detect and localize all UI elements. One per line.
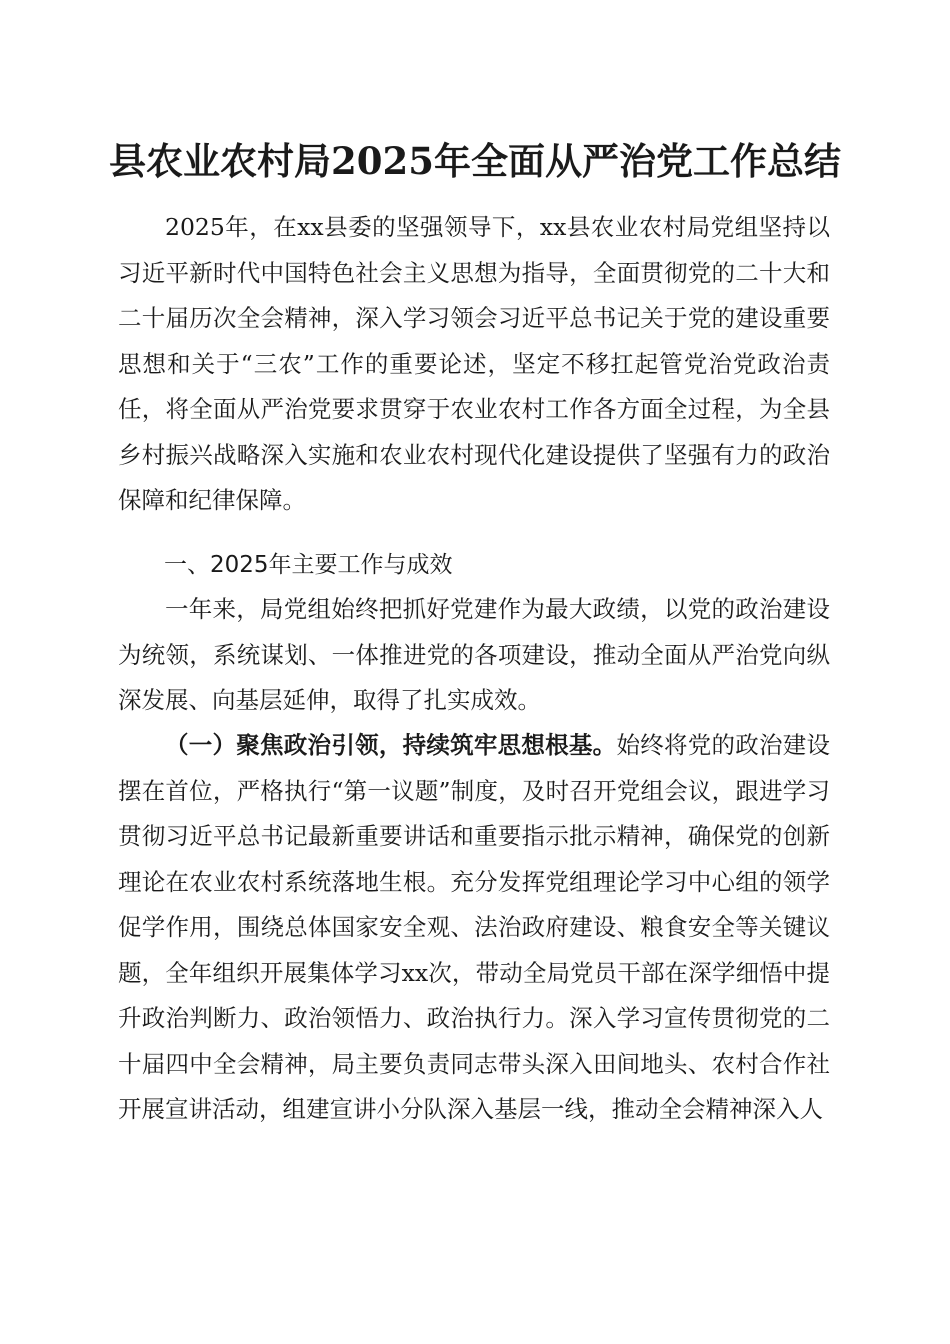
subsection-text: 始终将党的政治建设摆在首位，严格执行“第一议题”制度，及时召开党组会议，跟进学习贯彻习近平总书记最新重要讲话和重要指示批示精神，确保党的创新理论在农业农村系统落地生根。充分发挥党组理论学习中心组的领学促学作用，围绕总体国家安全观、法治政府建设、粮食安全等关键议题，全年组织开展集体学习xx次，带动全局党员干部在深学细悟中提升政治判断力、政治领悟力、政治执行力。深入学习宣传贯彻党的二十届四中全会精神，局主要负责同志带头深入田间地头、农村合作社开展宣讲活动，组建宣讲小分队深入基层一线，推动全会精神深入人 <box>118 731 831 1123</box>
section-heading: 一、2025年主要工作与成效 <box>164 552 453 578</box>
document-title: 县农业农村局2025年全面从严治党工作总结 <box>109 139 841 183</box>
subsection-paragraph <box>118 723 830 1133</box>
subsection-heading: （一）聚焦政治引领，持续筑牢思想根基。 <box>165 731 617 759</box>
intro-paragraph: 2025年，在xx县委的坚强领导下，xx县农业农村局党组坚持以习近平新时代中国特色社会主义思想为指导，全面贯彻党的二十大和二十届历次全会精神，深入学习领会习近平总书记关于党的建设重要思想和关于“三农”工作的重要论述，坚定不移扛起管党治党政治责任，将全面从严治党要求贯穿于农业农村工作各方面全过程，为全县乡村振兴战略深入实施和农业农村现代化建设提供了坚强有力的政治保障和纪律保障。 <box>118 213 830 514</box>
section-paragraph: 一年来，局党组始终把抓好党建作为最大政绩，以党的政治建设为统领，系统谋划、一体推进党的各项建设，推动全面从严治党向纵深发展、向基层延伸，取得了扎实成效。 <box>118 595 830 714</box>
